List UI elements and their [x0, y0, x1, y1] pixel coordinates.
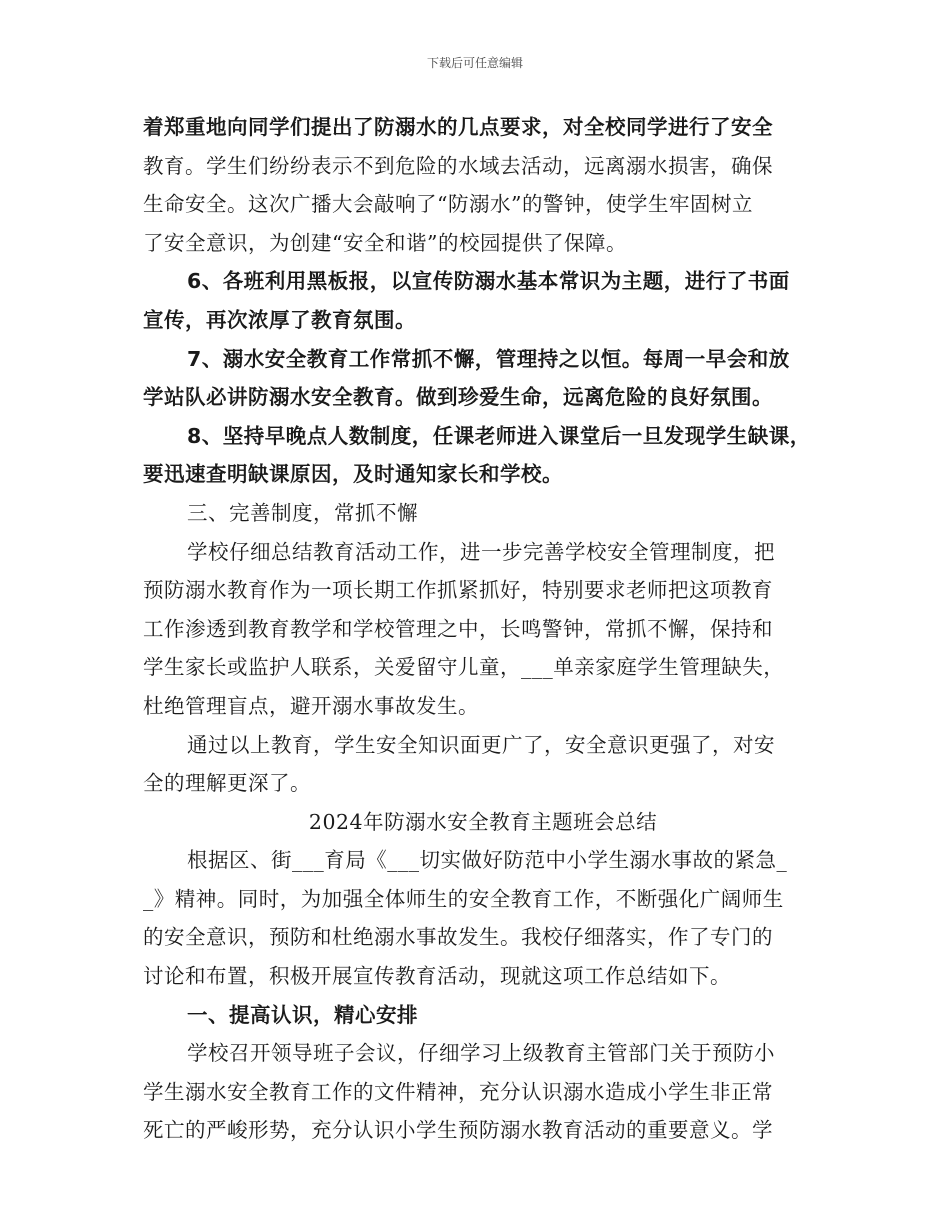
text-line: 讨论和布置，积极开展宣传教育活动，现就这项工作总结如下。	[143, 964, 731, 989]
text-line: 预防溺水教育作为一项长期工作抓紧抓好，特别要求老师把这项教育	[143, 578, 773, 603]
text-line: _》精神。同时，为加强全体师生的安全教育工作，不断强化广阔师生	[143, 886, 784, 911]
text-line: 学生家长或监护人联系，关爱留守儿童，___单亲家庭学生管理缺失，	[143, 655, 785, 680]
text-line: 杜绝管理盲点，避开溺水事故发生。	[143, 693, 479, 718]
text-line: 学校仔细总结教育活动工作，进一步完善学校安全管理制度，把	[187, 539, 775, 564]
text-line: 8、坚持早晚点人数制度，任课老师进入课堂后一旦发现学生缺课，	[187, 423, 811, 448]
text-line: 宣传，再次浓厚了教育氛围。	[143, 307, 416, 332]
text-line: 生命安全。这次广播大会敲响了“防溺水”的警钟，使学生牢固树立	[143, 192, 753, 217]
text-line: 了安全意识，为创建“安全和谐”的校园提供了保障。	[143, 230, 627, 255]
text-line: 学生溺水安全教育工作的文件精神，充分认识溺水造成小学生非正常	[143, 1079, 773, 1104]
text-line: 工作渗透到教育教学和学校管理之中，长鸣警钟，常抓不懈，保持和	[143, 616, 773, 641]
text-line: 死亡的严峻形势，充分认识小学生预防溺水教育活动的重要意义。学	[143, 1118, 773, 1143]
text-line: 要迅速查明缺课原因，及时通知家长和学校。	[143, 462, 563, 487]
text-line: 的安全意识，预防和杜绝溺水事故发生。我校仔细落实，作了专门的	[143, 925, 773, 950]
text-line: 7、溺水安全教育工作常抓不懈，管理持之以恒。每周一早会和放	[187, 346, 790, 371]
text-line: 一、提高认识，精心安排	[187, 1002, 418, 1027]
text-line: 学站队必讲防溺水安全教育。做到珍爱生命，远离危险的良好氛围。	[143, 385, 773, 410]
text-line: 通过以上教育，学生安全知识面更广了，安全意识更强了，对安	[187, 732, 775, 757]
section-title: 2024年防溺水安全教育主题班会总结	[308, 809, 658, 834]
text-line: 教育。学生们纷纷表示不到危险的水域去活动，远离溺水损害，确保	[143, 153, 773, 178]
text-line: 学校召开领导班子会议，仔细学习上级教育主管部门关于预防小	[187, 1041, 775, 1066]
text-line: 着郑重地向同学们提出了防溺水的几点要求，对全校同学进行了安全	[143, 115, 773, 139]
text-line: 全的理解更深了。	[143, 771, 311, 796]
document-body	[143, 108, 823, 1150]
page-header: 下载后可任意编辑	[426, 56, 523, 70]
text-line: 6、各班利用黑板报，以宣传防溺水基本常识为主题，进行了书面	[187, 269, 790, 294]
text-line: 根据区、街___育局《___切实做好防范中小学生溺水事故的紧急_	[187, 848, 788, 873]
text-line: 三、完善制度，常抓不懈	[187, 500, 418, 525]
